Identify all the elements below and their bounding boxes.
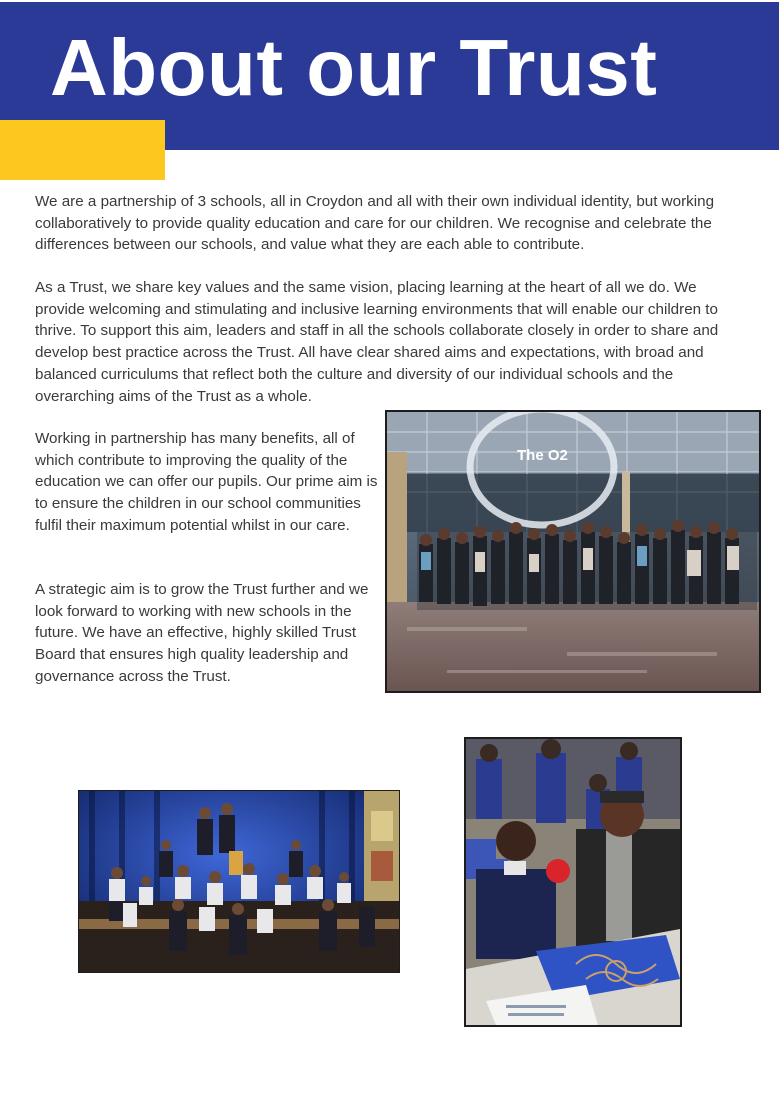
intro-paragraph: We are a partnership of 3 schools, all in Croydon and all with their own individual identity, but working collaboratively to provide quality education and care for our children. We recognise and celebrate the differences between our schools, and value what they are each able to contribute. [35,193,715,254]
page-title: About our Trust [50,23,658,112]
vision-paragraph: As a Trust, we share key values and the same vision, placing learning at the heart of all we do. We provide welcoming and stimulating and inclusive learning environments that will enable our children to thrive. To support this aim, leaders and staff in all the schools collaborate closely in order to share and develop best practice across the Trust. All have clear shared aims and expectations, with broad and balanced curriculums that reflect both the culture and diversity of our individual schools and the overarching aims of the Trust as a whole. [35,279,719,405]
stage-performance-photo [78,790,400,973]
strategy-paragraph: A strategic aim is to grow the Trust further and we look forward to working with new schools in the future. We have an effective, highly skilled Trust Board that ensures high quality leadership and governance across the Trust. [35,581,369,685]
o2-sign-text: The O2 [517,447,568,464]
accent-bar [0,120,165,180]
classroom-activity-photo [464,737,682,1027]
o2-group-photo [385,410,761,693]
partnership-paragraph: Working in partnership has many benefits, all of which contribute to improving the quality of the education we can offer our pupils. Our prime aim is to ensure the children in our school communities fulfil their maximum potential whilst in our care. [35,430,378,534]
